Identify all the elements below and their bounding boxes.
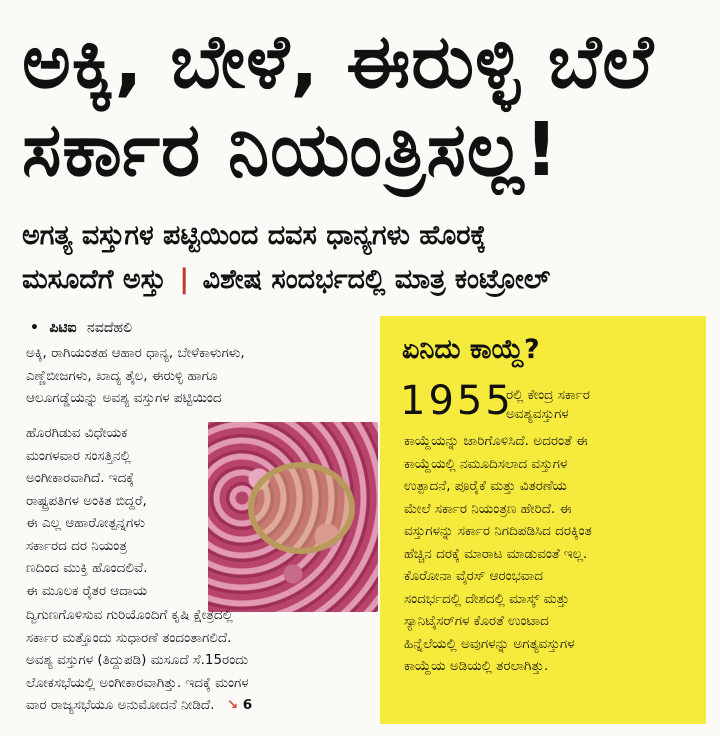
- headline-line-2: ಸರ್ಕಾರ ನಿಯಂತ್ರಿಸಲ್ಲ!: [22, 107, 560, 193]
- headline: [22, 18, 712, 194]
- body-line: ದ್ವಿಗುಣಗೊಳಿಸುವ ಗುರಿಯೊಂದಿಗೆ ಕೃಷಿ ಕ್ಷೇತ್ರದಲ್ಲಿ: [26, 607, 233, 623]
- subheadline-line-2: [22, 258, 712, 302]
- headline-line-1: ಅಕ್ಕಿ, ಬೇಳೆ, ಈರುಳ್ಳಿ ಬೆಲೆ: [22, 19, 655, 105]
- onion-basket-photo: [208, 422, 378, 612]
- jump-page-number: 6: [242, 697, 253, 713]
- subheadline: [22, 214, 712, 302]
- body-line: ಹೊರಗಿಡುವ ವಿಧೇಯಕ: [26, 425, 128, 441]
- subheadline-separator: |: [179, 264, 190, 295]
- sidebar-line: ಹೆಚ್ಚಿನ ದರಕ್ಕೆ ಮಾರಾಟ ಮಾಡುವಂತೆ ಇಲ್ಲ.: [404, 545, 588, 562]
- body-line: ರಾಷ್ಟ್ರಪತಿಗಳ ಅಂಕಿತ ಬಿದ್ದರೆ,: [26, 492, 147, 509]
- sidebar-line: ಸಂದರ್ಭದಲ್ಲಿ ದೇಶದಲ್ಲಿ ಮಾಸ್ಕ್ ಮತ್ತು: [404, 590, 570, 607]
- body-line: ಆಲೂಗಡ್ಡೆಯನ್ನು ಅವಶ್ಯ ವಸ್ತುಗಳ ಪಟ್ಟಿಯಿಂದ: [26, 390, 222, 406]
- sidebar-year-tail-line: ಅವಶ್ಯವಸ್ತುಗಳ: [506, 406, 569, 422]
- sidebar-line: ವಸ್ತುಗಳನ್ನು ಸರ್ಕಾರ ನಿಗದಿಪಡಿಸಿದ ದರಕ್ಕಿಂತ: [404, 523, 592, 539]
- subheadline-part-a: ಮಸೂದೆಗೆ ಅಸ್ತು: [22, 264, 166, 295]
- body-line: ವಾರ ರಾಜ್ಯಸಭೆಯೂ ಅನುಮೋದನೆ ನೀಡಿದೆ.: [26, 697, 215, 713]
- sidebar-line: ಮೇಲೆ ಸರ್ಕಾರ ನಿಯಂತ್ರಣ ಹೇರಿದೆ. ಈ: [404, 500, 572, 517]
- body-line: ಈ ಎಲ್ಲ ಆಹಾರೋತ್ಪನ್ನಗಳು: [26, 515, 145, 531]
- basket-shape: [248, 462, 355, 554]
- sidebar-year: 1955: [400, 378, 514, 424]
- sidebar-line: ಹಿನ್ನೆಲೆಯಲ್ಲಿ ಅವುಗಳನ್ನು ಅಗತ್ಯವಸ್ತುಗಳ: [404, 635, 575, 652]
- subheadline-part-b: ವಿಶೇಷ ಸಂದರ್ಭದಲ್ಲಿ ಮಾತ್ರ ಕಂಟ್ರೋಲ್: [202, 264, 551, 295]
- article-body-wrap: [26, 422, 204, 602]
- sidebar-line: ಕಾಯ್ದೆಯ ಅಡಿಯಲ್ಲಿ ತರಲಾಗಿತ್ತು.: [404, 658, 549, 674]
- sidebar-line: ಉತ್ಪಾದನೆ, ಪೂರೈಕೆ ಮತ್ತು ವಿತರಣೆಯ: [404, 478, 567, 494]
- byline-place: ನವದೆಹಲಿ: [87, 320, 133, 336]
- sidebar-line: ಕೊರೋನಾ ವೈರಸ್ ಆರಂಭವಾದ: [404, 568, 543, 584]
- arrow-icon: ↘: [226, 697, 239, 713]
- body-line: ಅಕ್ಕಿ, ರಾಗಿಯಂತಹ ಆಹಾರ ಧಾನ್ಯ, ಬೇಳೆಕಾಳುಗಳು,: [26, 345, 245, 361]
- byline: [30, 320, 132, 336]
- body-line: ಲೋಕಸಭೆಯಲ್ಲಿ ಅಂಗೀಕಾರವಾಗಿತ್ತು. ಇದಕ್ಕೆ ಮಂಗಳ: [26, 674, 249, 691]
- continued-on-page[interactable]: [227, 697, 252, 713]
- sidebar-year-tail: [506, 386, 590, 424]
- sidebar-year-tail-line: ರಲ್ಲಿ ಕೇಂದ್ರ ಸರ್ಕಾರ: [506, 387, 590, 403]
- body-line-last: [26, 694, 376, 717]
- body-line: ಮಂಗಳವಾರ ಸಂಸತ್ತಿನಲ್ಲಿ: [26, 447, 131, 464]
- body-line: ಣದಿಂದ ಮುಕ್ತಿ ಹೊಂದಲಿವೆ.: [26, 560, 148, 576]
- body-line: ಎಣ್ಣೆಬೀಜಗಳು, ಖಾದ್ಯ ತೈಲ, ಈರುಳ್ಳಿ ಹಾಗೂ: [26, 367, 218, 384]
- sidebar-line: ಕಾಯ್ದೆಯನ್ನು ಜಾರಿಗೊಳಿಸಿದೆ. ಅದರಂತೆ ಈ: [404, 433, 588, 449]
- sidebar-body: [404, 430, 694, 678]
- article-body-top: [26, 342, 366, 410]
- body-line: ಸರ್ಕಾರ ಮತ್ತೊಂದು ಸುಧಾರಣೆ ತಂದಂತಾಗಲಿದೆ.: [26, 629, 232, 646]
- subheadline-line-1: ಅಗತ್ಯ ವಸ್ತುಗಳ ಪಟ್ಟಿಯಿಂದ ದವಸ ಧಾನ್ಯಗಳು ಹೊರಕ್ಕೆ: [22, 220, 487, 251]
- article-body-bottom: [26, 604, 376, 717]
- sidebar-line: ಸ್ಯಾನಿಟೈಸರ್‌ಗಳ ಕೊರತೆ ಉಂಟಾದ: [404, 613, 549, 629]
- info-sidebar: [380, 316, 706, 724]
- sidebar-title: ಏನಿದು ಕಾಯ್ದೆ?: [402, 334, 540, 365]
- sidebar-line: ಕಾಯ್ದೆಯಲ್ಲಿ ನಮೂದಿಸಲಾದ ವಸ್ತುಗಳ: [404, 455, 568, 472]
- body-line: ಈ ಮೂಲಕ ರೈತರ ಆದಾಯ: [26, 582, 148, 599]
- body-line: ಅವಶ್ಯ ವಸ್ತುಗಳ (ತಿದ್ದುಪಡಿ) ಮಸೂದೆ ಸೆ.15ರಂದು: [26, 652, 249, 668]
- body-line: ಅಂಗೀಕಾರವಾಗಿದೆ. ಇದಕ್ಕೆ: [26, 470, 135, 486]
- byline-agency: ಪಿಟಿಐ: [49, 320, 77, 336]
- body-line: ಸರ್ಕಾರದ ದರ ನಿಯಂತ್ರ: [26, 537, 127, 554]
- byline-bullet: •: [30, 320, 39, 336]
